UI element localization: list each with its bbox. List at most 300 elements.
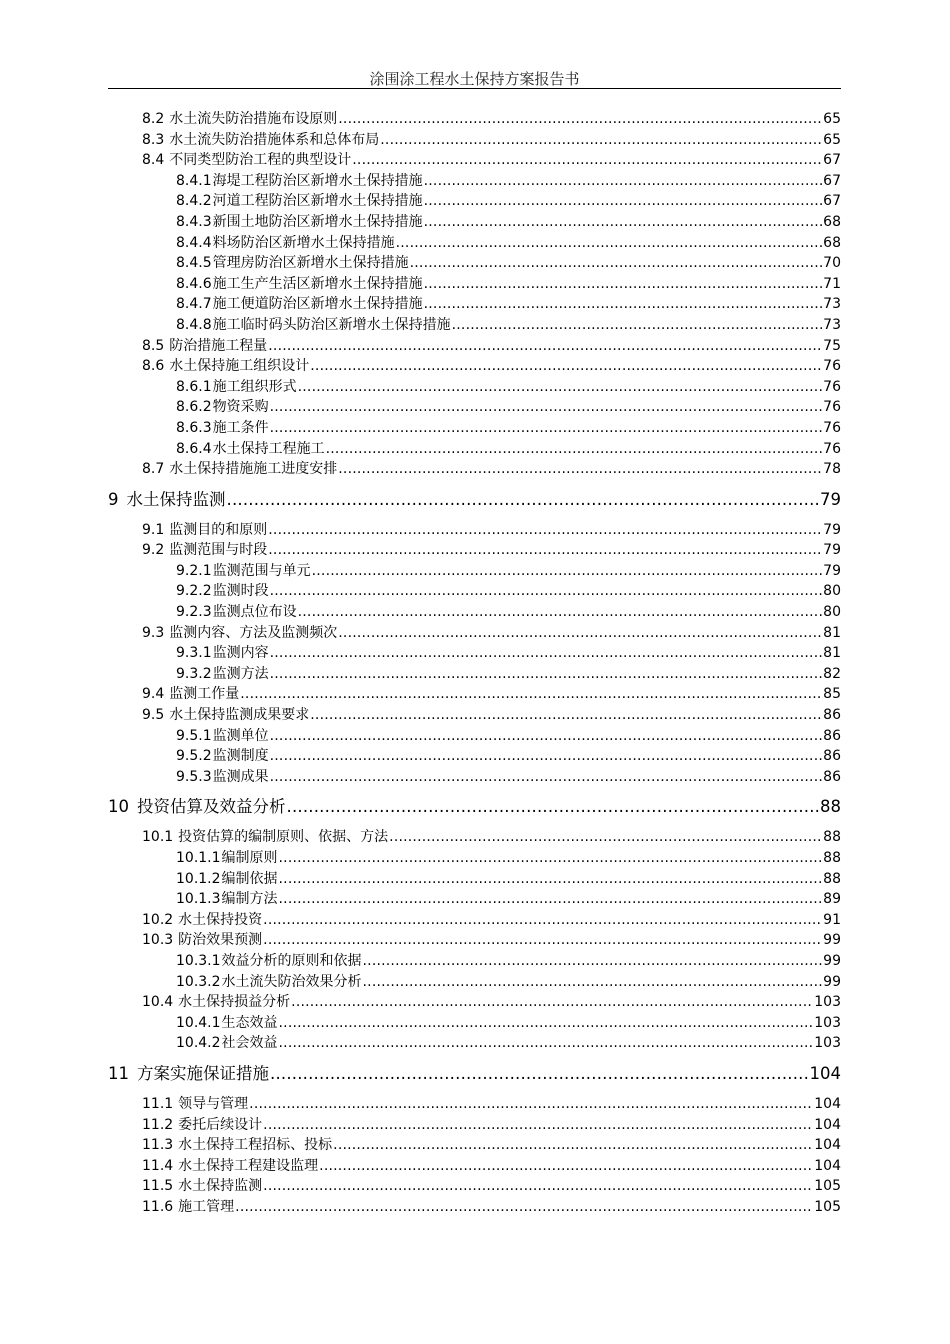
toc-entry[interactable] xyxy=(108,1033,841,1054)
toc-dot-leader xyxy=(352,150,822,170)
toc-entry[interactable] xyxy=(108,1197,841,1218)
toc-dot-leader xyxy=(263,910,822,930)
toc-entry-title: 投资估算的编制原则、依据、方法 xyxy=(178,829,389,846)
toc-entry-title: 新围土地防治区新增水土保持措施 xyxy=(212,213,423,230)
toc-entry-text xyxy=(142,827,388,847)
toc-page-number: 88 xyxy=(823,850,841,866)
toc-entry-number: 8.6.4 xyxy=(176,440,212,457)
toc-entry-title: 料场防治区新增水土保持措施 xyxy=(212,234,395,251)
toc-entry-title: 社会效益 xyxy=(221,1035,278,1052)
toc-entry-title: 施工便道防治区新增水土保持措施 xyxy=(212,296,423,313)
toc-entry[interactable] xyxy=(108,520,841,541)
toc-entry-number: 8.6.2 xyxy=(176,399,212,416)
toc-entry[interactable] xyxy=(108,623,841,644)
toc-entry-text xyxy=(142,109,337,129)
toc-entry-title: 监测单位 xyxy=(212,727,269,744)
toc-dot-leader xyxy=(363,972,823,992)
toc-dot-leader xyxy=(268,540,822,560)
toc-entry-text xyxy=(176,212,423,232)
toc-dot-leader xyxy=(338,623,822,643)
header-rule xyxy=(108,88,841,89)
toc-entry[interactable] xyxy=(108,109,841,130)
toc-page-number: 80 xyxy=(823,583,841,600)
toc-entry-number: 9.5.1 xyxy=(176,727,212,744)
toc-entry-text xyxy=(176,972,362,992)
toc-entry-title: 水土保持工程建设监理 xyxy=(178,1157,319,1174)
toc-entry-number: 8.6.3 xyxy=(176,419,212,436)
toc-entry-title: 施工组织形式 xyxy=(212,378,297,395)
toc-entry-number: 10.3.2 xyxy=(176,973,221,990)
toc-page-number: 99 xyxy=(823,952,841,969)
toc-entry-text xyxy=(142,1156,318,1176)
toc-entry-text xyxy=(142,930,262,950)
toc-page-number: 103 xyxy=(814,1014,841,1031)
toc-entry-number: 10.3.1 xyxy=(176,952,221,969)
toc-page-number: 75 xyxy=(823,337,841,354)
toc-entry[interactable] xyxy=(108,274,841,295)
toc-dot-leader xyxy=(268,336,822,356)
toc-entry-title: 水土流失防治效果分析 xyxy=(221,973,362,990)
toc-dot-leader xyxy=(424,294,823,314)
toc-entry-title: 水土保持工程招标、投标 xyxy=(178,1137,333,1154)
toc-dot-leader xyxy=(235,1197,813,1217)
toc-entry-title: 水土保持工程施工 xyxy=(212,440,325,457)
toc-entry-title: 监测内容、方法及监测频次 xyxy=(169,624,338,641)
toc-entry[interactable] xyxy=(108,377,841,398)
toc-entry-title: 海堤工程防治区新增水土保持措施 xyxy=(212,172,423,189)
toc-entry-title: 监测范围与时段 xyxy=(169,542,268,559)
toc-page-number: 65 xyxy=(823,111,841,127)
toc-entry[interactable] xyxy=(108,889,841,910)
toc-entry-number: 9 xyxy=(108,489,119,509)
toc-page-number: 67 xyxy=(823,152,841,169)
toc-entry[interactable] xyxy=(108,233,841,254)
toc-entry-title: 领导与管理 xyxy=(178,1095,249,1112)
toc-page-number: 88 xyxy=(823,870,841,887)
toc-entry-text xyxy=(142,705,309,725)
toc-entry-number: 10.1.1 xyxy=(176,850,221,866)
toc-dot-leader xyxy=(389,827,822,847)
toc-entry[interactable] xyxy=(108,726,841,747)
toc-entry-title: 施工管理 xyxy=(178,1198,235,1215)
toc-dot-leader xyxy=(270,767,823,787)
toc-entry-text xyxy=(142,520,267,540)
toc-entry-text xyxy=(176,171,423,191)
toc-entry-title: 生态效益 xyxy=(221,1014,278,1031)
toc-entry-text xyxy=(142,1135,332,1155)
toc-entry-title: 监测工作量 xyxy=(169,686,240,703)
toc-entry-title: 水土流失防治措施体系和总体布局 xyxy=(169,131,380,148)
toc-entry[interactable] xyxy=(108,1156,841,1177)
toc-entry-number: 8.5 xyxy=(142,337,165,354)
toc-entry-text xyxy=(176,664,269,684)
toc-entry-number: 8.4.4 xyxy=(176,234,212,251)
toc-dot-leader xyxy=(312,561,823,581)
toc-page-number: 79 xyxy=(823,562,841,579)
toc-entry-text xyxy=(176,602,297,622)
toc-entry-text xyxy=(142,336,267,356)
page-header-title: 涂围涂工程水土保持方案报告书 xyxy=(369,70,580,88)
toc-page-number: 79 xyxy=(823,542,841,559)
toc-entry-text xyxy=(176,191,423,211)
toc-dot-leader xyxy=(424,171,823,191)
toc-entry-title: 水土保持监测成果要求 xyxy=(169,707,310,724)
toc-entry-title: 水土保持监测 xyxy=(178,1178,263,1195)
toc-entry-title: 编制方法 xyxy=(221,891,278,908)
toc-entry-title: 施工临时码头防治区新增水土保持措施 xyxy=(212,316,451,333)
toc-entry-text xyxy=(176,253,409,273)
toc-entry-text xyxy=(142,356,309,376)
toc-dot-leader xyxy=(424,191,823,211)
toc-entry[interactable] xyxy=(108,643,841,664)
toc-entry-number: 8.4.8 xyxy=(176,316,212,333)
toc-dot-leader xyxy=(310,705,822,725)
toc-entry-text xyxy=(142,992,290,1012)
toc-entry[interactable] xyxy=(108,418,841,439)
toc-entry[interactable] xyxy=(108,171,841,192)
toc-page-number: 103 xyxy=(814,994,841,1011)
toc-entry-text xyxy=(176,726,269,746)
toc-page-number: 76 xyxy=(823,358,841,375)
toc-entry-text xyxy=(176,377,297,397)
toc-entry-text xyxy=(142,1094,248,1114)
toc-page-number: 86 xyxy=(823,768,841,785)
toc-entry-title: 物资采购 xyxy=(212,399,269,416)
toc-entry[interactable] xyxy=(108,1115,841,1136)
toc-entry-number: 11 xyxy=(108,1063,129,1083)
toc-entry-number: 9.2.2 xyxy=(176,583,212,600)
toc-entry-text xyxy=(142,150,351,170)
toc-entry[interactable] xyxy=(108,1135,841,1156)
toc-entry-number: 9.3.2 xyxy=(176,665,212,682)
toc-dot-leader xyxy=(298,377,823,397)
toc-entry-title: 监测方法 xyxy=(212,665,269,682)
toc-entry-number: 8.4.3 xyxy=(176,213,212,230)
toc-entry[interactable] xyxy=(108,684,841,705)
toc-entry-title: 水土保持监测 xyxy=(126,489,226,509)
toc-chapter-entry[interactable] xyxy=(108,485,841,515)
toc-entry-text xyxy=(176,1013,278,1033)
toc-entry[interactable] xyxy=(108,664,841,685)
toc-entry-title: 编制原则 xyxy=(221,850,278,866)
toc-dot-leader xyxy=(227,485,820,515)
toc-entry-text xyxy=(176,1033,278,1053)
toc-page-number: 105 xyxy=(814,1178,841,1195)
toc-chapter-entry[interactable] xyxy=(108,1059,841,1089)
toc-entry-number: 10.2 xyxy=(142,911,174,928)
toc-entry-title: 效益分析的原则和依据 xyxy=(221,952,362,969)
toc-entry[interactable] xyxy=(108,459,841,480)
toc-dot-leader xyxy=(279,869,823,889)
toc-entry[interactable] xyxy=(108,397,841,418)
toc-dot-leader xyxy=(310,356,822,376)
toc-entry-text xyxy=(142,684,239,704)
toc-page-number: 85 xyxy=(823,686,841,703)
toc-entry[interactable] xyxy=(108,212,841,233)
toc-dot-leader xyxy=(270,664,823,684)
toc-entry-number: 10 xyxy=(108,797,129,817)
toc-entry-title: 监测点位布设 xyxy=(212,604,297,621)
toc-dot-leader xyxy=(270,726,823,746)
toc-entry[interactable] xyxy=(108,150,841,171)
toc-page-number: 67 xyxy=(823,172,841,189)
toc-entry-text xyxy=(176,581,269,601)
toc-dot-leader xyxy=(338,459,822,479)
toc-entry-title: 委托后续设计 xyxy=(178,1116,263,1133)
toc-entry-text xyxy=(142,910,262,930)
toc-entry-title: 监测内容 xyxy=(212,645,269,662)
toc-entry-number: 9.2.3 xyxy=(176,604,212,621)
toc-dot-leader xyxy=(396,233,823,253)
toc-dot-leader xyxy=(291,992,813,1012)
toc-entry-text xyxy=(176,294,423,314)
toc-page-number: 73 xyxy=(823,296,841,313)
toc-page-number: 88 xyxy=(820,797,841,817)
toc-entry-text xyxy=(142,1176,262,1196)
toc-entry-number: 8.4.2 xyxy=(176,193,212,210)
toc-entry[interactable] xyxy=(108,439,841,460)
toc-entry-text xyxy=(176,315,451,335)
toc-entry[interactable] xyxy=(108,827,841,848)
toc-entry-title: 施工生产生活区新增水土保持措施 xyxy=(212,275,423,292)
toc-dot-leader xyxy=(326,439,823,459)
toc-entry-number: 11.1 xyxy=(142,1095,174,1112)
toc-page-number: 81 xyxy=(823,624,841,641)
toc-page-number: 89 xyxy=(823,891,841,908)
toc-entry-title: 不同类型防治工程的典型设计 xyxy=(169,152,352,169)
toc-entry-text xyxy=(176,767,269,787)
toc-entry-title: 方案实施保证措施 xyxy=(137,1063,269,1083)
toc-entry-number: 9.3 xyxy=(142,624,165,641)
toc-entry-number: 8.4.7 xyxy=(176,296,212,313)
toc-dot-leader xyxy=(270,397,823,417)
toc-entry-title: 防治效果预测 xyxy=(178,932,263,949)
toc-entry-number: 8.7 xyxy=(142,461,165,478)
toc-entry-text xyxy=(176,848,278,868)
toc-dot-leader xyxy=(270,643,823,663)
toc-entry-number: 10.1 xyxy=(142,829,174,846)
toc-entry-title: 编制依据 xyxy=(221,870,278,887)
toc-page-number: 88 xyxy=(823,829,841,846)
toc-dot-leader xyxy=(263,930,822,950)
toc-entry[interactable] xyxy=(108,315,841,336)
toc-entry-title: 水土保持损益分析 xyxy=(178,994,291,1011)
toc-entry-title: 水土流失防治措施布设原则 xyxy=(169,111,338,127)
toc-page-number: 78 xyxy=(823,461,841,478)
toc-entry-number: 9.2.1 xyxy=(176,562,212,579)
toc-entry-number: 9.5.3 xyxy=(176,768,212,785)
toc-dot-leader xyxy=(333,1135,813,1155)
toc-entry-number: 8.2 xyxy=(142,111,165,127)
toc-dot-leader xyxy=(363,951,823,971)
toc-page-number: 104 xyxy=(814,1095,841,1112)
toc-entry-number: 8.3 xyxy=(142,131,165,148)
toc-page-number: 86 xyxy=(823,707,841,724)
toc-entry-text xyxy=(176,951,362,971)
toc-chapter-entry[interactable] xyxy=(108,792,841,822)
toc-page-number: 71 xyxy=(823,275,841,292)
toc-entry[interactable] xyxy=(108,253,841,274)
toc-entry-text xyxy=(176,439,325,459)
toc-dot-leader xyxy=(279,1013,814,1033)
toc-dot-leader xyxy=(279,889,823,909)
toc-dot-leader xyxy=(270,1059,809,1089)
toc-entry-text xyxy=(176,397,269,417)
toc-entry-title: 管理房防治区新增水土保持措施 xyxy=(212,255,409,272)
toc-entry[interactable] xyxy=(108,191,841,212)
toc-page-number: 104 xyxy=(814,1137,841,1154)
toc-entry[interactable] xyxy=(108,130,841,151)
toc-entry-text xyxy=(142,1197,234,1217)
toc-page-number: 91 xyxy=(823,911,841,928)
toc-dot-leader xyxy=(270,581,823,601)
toc-entry-number: 8.4 xyxy=(142,152,165,169)
toc-dot-leader xyxy=(249,1094,813,1114)
toc-entry-number: 8.6.1 xyxy=(176,378,212,395)
toc-page-number: 99 xyxy=(823,932,841,949)
toc-page-number: 79 xyxy=(820,489,841,509)
toc-entry-number: 11.4 xyxy=(142,1157,174,1174)
toc-entry-title: 监测制度 xyxy=(212,748,269,765)
toc-entry-number: 9.3.1 xyxy=(176,645,212,662)
toc-page-number: 104 xyxy=(814,1116,841,1133)
toc-entry-text xyxy=(142,1115,262,1135)
toc-dot-leader xyxy=(279,1033,814,1053)
toc-entry[interactable] xyxy=(108,767,841,788)
toc-page-number: 82 xyxy=(823,665,841,682)
toc-entry-title: 水土保持施工组织设计 xyxy=(169,358,310,375)
toc-entry-text xyxy=(108,1059,269,1089)
toc-entry[interactable] xyxy=(108,992,841,1013)
toc-page-number: 68 xyxy=(823,213,841,230)
toc-entry-text xyxy=(142,459,337,479)
toc-entry[interactable] xyxy=(108,972,841,993)
toc-entry-title: 监测时段 xyxy=(212,583,269,600)
toc-dot-leader xyxy=(298,602,823,622)
toc-entry-number: 8.4.1 xyxy=(176,172,212,189)
toc-page-number: 103 xyxy=(814,1035,841,1052)
toc-entry-number: 9.5.2 xyxy=(176,748,212,765)
toc-entry[interactable] xyxy=(108,869,841,890)
toc-entry-number: 11.3 xyxy=(142,1137,174,1154)
toc-dot-leader xyxy=(279,848,823,868)
toc-entry-text xyxy=(108,485,226,515)
toc-page-number: 86 xyxy=(823,727,841,744)
toc-entry[interactable] xyxy=(108,540,841,561)
toc-entry-title: 施工条件 xyxy=(212,419,269,436)
toc-page-number: 67 xyxy=(823,193,841,210)
toc-entry-number: 10.1.2 xyxy=(176,870,221,887)
toc-entry-text xyxy=(142,130,379,150)
toc-entry-title: 监测成果 xyxy=(212,768,269,785)
toc-page-number: 99 xyxy=(823,973,841,990)
toc-entry-text xyxy=(176,643,269,663)
toc-dot-leader xyxy=(263,1176,813,1196)
toc-dot-leader xyxy=(338,109,822,129)
toc-entry-text xyxy=(176,746,269,766)
toc-entry-text xyxy=(176,233,395,253)
toc-entry-number: 10.4.2 xyxy=(176,1035,221,1052)
toc-entry-title: 监测范围与单元 xyxy=(212,562,311,579)
toc-entry[interactable] xyxy=(108,848,841,869)
toc-page-number: 65 xyxy=(823,131,841,148)
toc-entry-number: 8.4.6 xyxy=(176,275,212,292)
toc-entry[interactable] xyxy=(108,1176,841,1197)
toc-page-number: 81 xyxy=(823,645,841,662)
toc-entry-title: 水土保持措施施工进度安排 xyxy=(169,461,338,478)
toc-entry-title: 水土保持投资 xyxy=(178,911,263,928)
toc-page-number: 104 xyxy=(814,1157,841,1174)
toc-entry-text xyxy=(176,418,269,438)
toc-page-number: 80 xyxy=(823,604,841,621)
toc-page-number: 68 xyxy=(823,234,841,251)
toc-entry-number: 11.2 xyxy=(142,1116,174,1133)
toc-entry[interactable] xyxy=(108,294,841,315)
toc-dot-leader xyxy=(410,253,823,273)
toc-page-number: 76 xyxy=(823,399,841,416)
toc-entry-text xyxy=(176,561,311,581)
toc-dot-leader xyxy=(268,520,822,540)
toc-entry-number: 11.5 xyxy=(142,1178,174,1195)
toc-entry-number: 8.4.5 xyxy=(176,255,212,272)
toc-dot-leader xyxy=(424,212,823,232)
toc-dot-leader xyxy=(270,418,823,438)
toc-dot-leader xyxy=(287,792,820,822)
toc-entry-number: 10.4 xyxy=(142,994,174,1011)
toc-entry[interactable] xyxy=(108,336,841,357)
toc-entry-number: 11.6 xyxy=(142,1198,174,1215)
toc-entry[interactable] xyxy=(108,746,841,767)
table-of-contents xyxy=(108,109,841,1218)
toc-entry[interactable] xyxy=(108,1094,841,1115)
toc-entry-text xyxy=(142,540,267,560)
toc-page-number: 70 xyxy=(823,255,841,272)
toc-entry-number: 10.1.3 xyxy=(176,891,221,908)
toc-entry-number: 10.3 xyxy=(142,932,174,949)
toc-dot-leader xyxy=(424,274,823,294)
toc-page-number: 86 xyxy=(823,748,841,765)
toc-entry-text xyxy=(108,792,286,822)
toc-entry[interactable] xyxy=(108,1013,841,1034)
toc-entry-number: 9.2 xyxy=(142,542,165,559)
toc-entry[interactable] xyxy=(108,602,841,623)
toc-dot-leader xyxy=(452,315,823,335)
toc-entry[interactable] xyxy=(108,705,841,726)
toc-entry[interactable] xyxy=(108,561,841,582)
toc-entry-title: 河道工程防治区新增水土保持措施 xyxy=(212,193,423,210)
toc-entry[interactable] xyxy=(108,951,841,972)
toc-entry-number: 10.4.1 xyxy=(176,1014,221,1031)
toc-entry[interactable] xyxy=(108,356,841,377)
toc-page-number: 79 xyxy=(823,521,841,538)
toc-entry[interactable] xyxy=(108,581,841,602)
toc-entry[interactable] xyxy=(108,930,841,951)
toc-dot-leader xyxy=(240,684,822,704)
toc-entry-text xyxy=(176,274,423,294)
toc-dot-leader xyxy=(270,746,823,766)
toc-entry-title: 投资估算及效益分析 xyxy=(137,797,286,817)
toc-page-number: 104 xyxy=(809,1063,841,1083)
toc-dot-leader xyxy=(380,130,822,150)
toc-entry-title: 防治措施工程量 xyxy=(169,337,268,354)
toc-page-number: 105 xyxy=(814,1198,841,1215)
toc-entry-text xyxy=(176,889,278,909)
toc-entry[interactable] xyxy=(108,910,841,931)
toc-entry-title: 监测目的和原则 xyxy=(169,521,268,538)
toc-page-number: 76 xyxy=(823,378,841,395)
toc-entry-text xyxy=(142,623,337,643)
toc-dot-leader xyxy=(319,1156,813,1176)
